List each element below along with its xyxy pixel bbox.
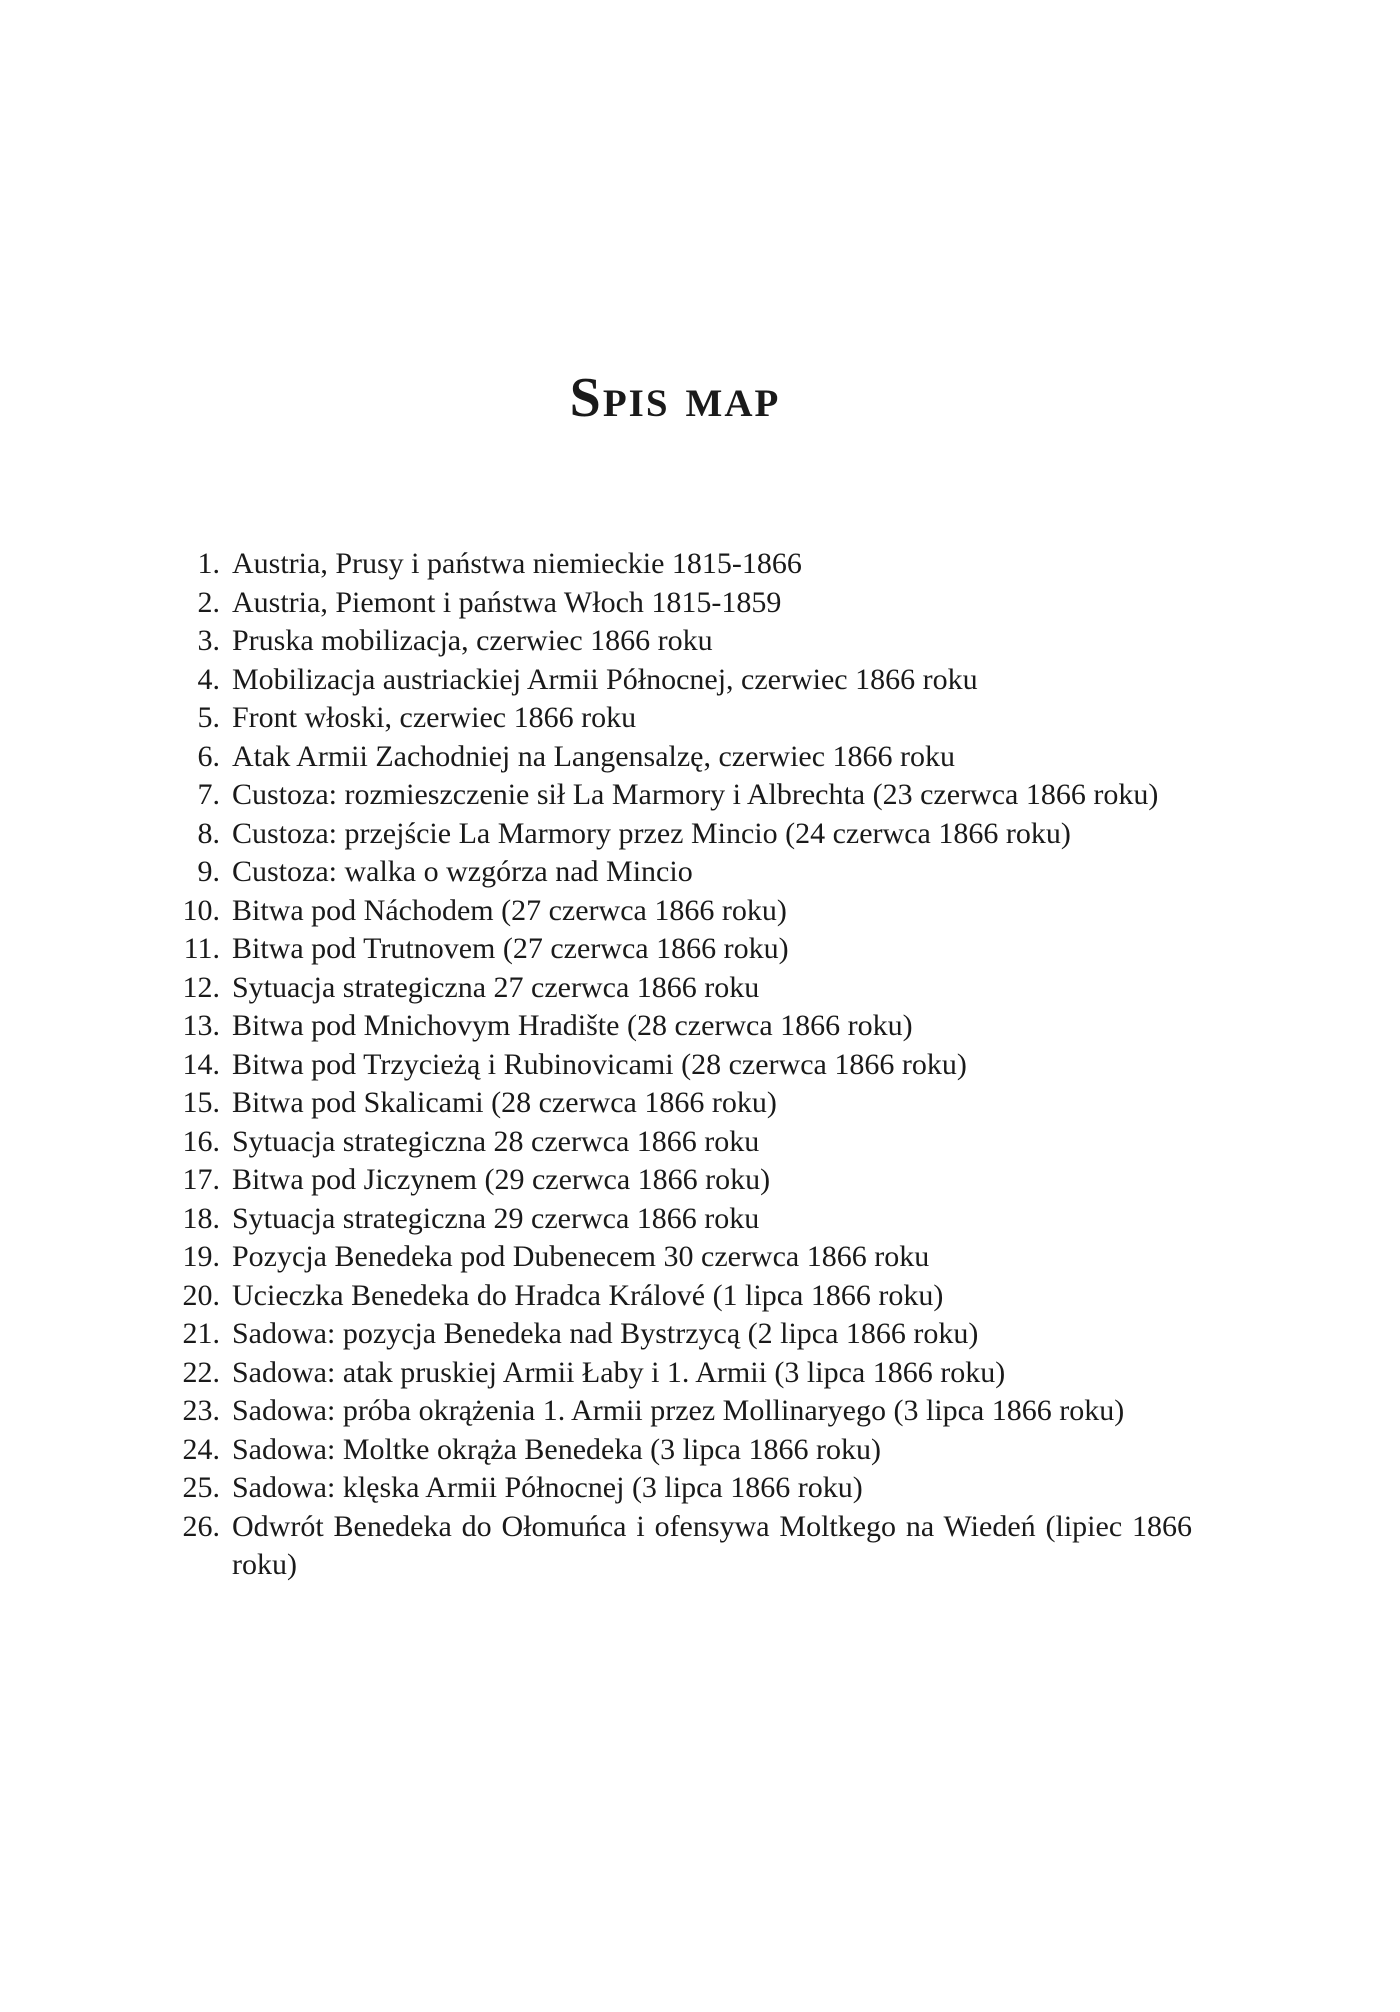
item-text: Sadowa: pozycja Benedeka nad Bystrzycą (2 lipca 1866 roku) <box>232 1317 979 1350</box>
item-text: Mobilizacja austriackiej Armii Północnej, czerwiec 1866 roku <box>232 662 978 696</box>
item-text: Ucieczka Benedeka do Hradca Králové (1 lipca 1866 roku) <box>232 1278 944 1312</box>
item-number: 15. <box>182 1086 220 1119</box>
list-item <box>162 584 1192 623</box>
item-number: 16. <box>182 1124 220 1158</box>
item-text: Bitwa pod Skalicami (28 czerwca 1866 roku) <box>232 1086 777 1119</box>
item-text: Custoza: rozmieszczenie sił La Marmory i Albrechta (23 czerwca 1866 roku) <box>232 778 1159 811</box>
item-text: Pozycja Benedeka pod Dubenecem 30 czerwca 1866 roku <box>232 1240 930 1273</box>
item-text: Atak Armii Zachodniej na Langensalzę, czerwiec 1866 roku <box>232 739 956 773</box>
item-number: 24. <box>182 1432 220 1466</box>
item-number: 3. <box>197 624 220 657</box>
list-item <box>162 930 1192 969</box>
item-text: Bitwa pod Trutnovem (27 czerwca 1866 roku) <box>232 932 789 965</box>
list-item <box>162 545 1192 584</box>
item-number: 19. <box>182 1240 220 1273</box>
item-text: Bitwa pod Náchodem (27 czerwca 1866 roku) <box>232 893 787 927</box>
item-number: 10. <box>182 893 220 927</box>
item-text: Custoza: przejście La Marmory przez Mincio (24 czerwca 1866 roku) <box>232 816 1071 850</box>
item-text: Front włoski, czerwiec 1866 roku <box>232 701 637 734</box>
item-number: 18. <box>182 1201 220 1235</box>
list-item <box>162 1508 1192 1585</box>
item-number: 17. <box>182 1163 220 1196</box>
list-item <box>162 1238 1192 1277</box>
list-item <box>162 853 1192 892</box>
item-text: Bitwa pod Jiczynem (29 czerwca 1866 roku) <box>232 1163 771 1196</box>
item-text: Austria, Piemont i państwa Włoch 1815-1859 <box>232 585 782 619</box>
item-text: Sytuacja strategiczna 29 czerwca 1866 roku <box>232 1201 760 1235</box>
list-item <box>162 1084 1192 1123</box>
list-item <box>162 661 1192 700</box>
list-item <box>162 1354 1192 1393</box>
item-number: 4. <box>197 662 220 696</box>
list-item <box>162 1469 1192 1508</box>
list-item <box>162 1123 1192 1162</box>
item-number: 9. <box>197 855 220 888</box>
list-item <box>162 1277 1192 1316</box>
list-item <box>162 1200 1192 1239</box>
item-number: 12. <box>182 970 220 1004</box>
item-number: 1. <box>197 547 220 580</box>
item-text: Sadowa: klęska Armii Północnej (3 lipca 1866 roku) <box>232 1471 863 1504</box>
item-number: 20. <box>182 1278 220 1312</box>
map-list <box>162 545 1192 1585</box>
item-number: 13. <box>182 1009 220 1042</box>
list-item <box>162 699 1192 738</box>
item-text: Sytuacja strategiczna 27 czerwca 1866 roku <box>232 970 760 1004</box>
item-text: Odwrót Benedeka do Ołomuńca i ofensywa Moltkego na Wiedeń (lipiec 1866 roku) <box>232 1509 1192 1581</box>
item-text: Austria, Prusy i państwa niemieckie 1815-1866 <box>232 547 802 580</box>
item-number: 21. <box>182 1317 220 1350</box>
item-text: Bitwa pod Trzycieżą i Rubinovicami (28 czerwca 1866 roku) <box>232 1047 967 1081</box>
item-number: 8. <box>197 816 220 850</box>
item-number: 22. <box>182 1355 220 1389</box>
list-item <box>162 1007 1192 1046</box>
item-number: 14. <box>182 1047 220 1081</box>
item-text: Custoza: walka o wzgórza nad Mincio <box>232 855 693 888</box>
list-item <box>162 1392 1192 1431</box>
list-item <box>162 1315 1192 1354</box>
list-item <box>162 776 1192 815</box>
item-text: Sadowa: próba okrążenia 1. Armii przez Mollinaryego (3 lipca 1866 roku) <box>232 1394 1125 1427</box>
item-text: Sadowa: atak pruskiej Armii Łaby i 1. Armii (3 lipca 1866 roku) <box>232 1355 1006 1389</box>
item-text: Pruska mobilizacja, czerwiec 1866 roku <box>232 624 713 657</box>
list-item <box>162 969 1192 1008</box>
item-number: 25. <box>182 1471 220 1504</box>
item-number: 2. <box>197 585 220 619</box>
item-number: 26. <box>182 1509 220 1543</box>
item-number: 11. <box>183 932 220 965</box>
list-item <box>162 1161 1192 1200</box>
item-text: Sytuacja strategiczna 28 czerwca 1866 roku <box>232 1124 760 1158</box>
list-item <box>162 738 1192 777</box>
list-item <box>162 1046 1192 1085</box>
item-number: 6. <box>197 739 220 773</box>
list-item <box>162 815 1192 854</box>
item-text: Sadowa: Moltke okrąża Benedeka (3 lipca 1866 roku) <box>232 1432 881 1466</box>
page-title: Spis map <box>569 367 781 429</box>
item-number: 5. <box>197 701 220 734</box>
item-text: Bitwa pod Mnichovym Hradište (28 czerwca 1866 roku) <box>232 1009 913 1042</box>
list-item <box>162 1431 1192 1470</box>
item-number: 7. <box>197 778 220 811</box>
list-item <box>162 622 1192 661</box>
list-item <box>162 892 1192 931</box>
item-number: 23. <box>182 1394 220 1427</box>
